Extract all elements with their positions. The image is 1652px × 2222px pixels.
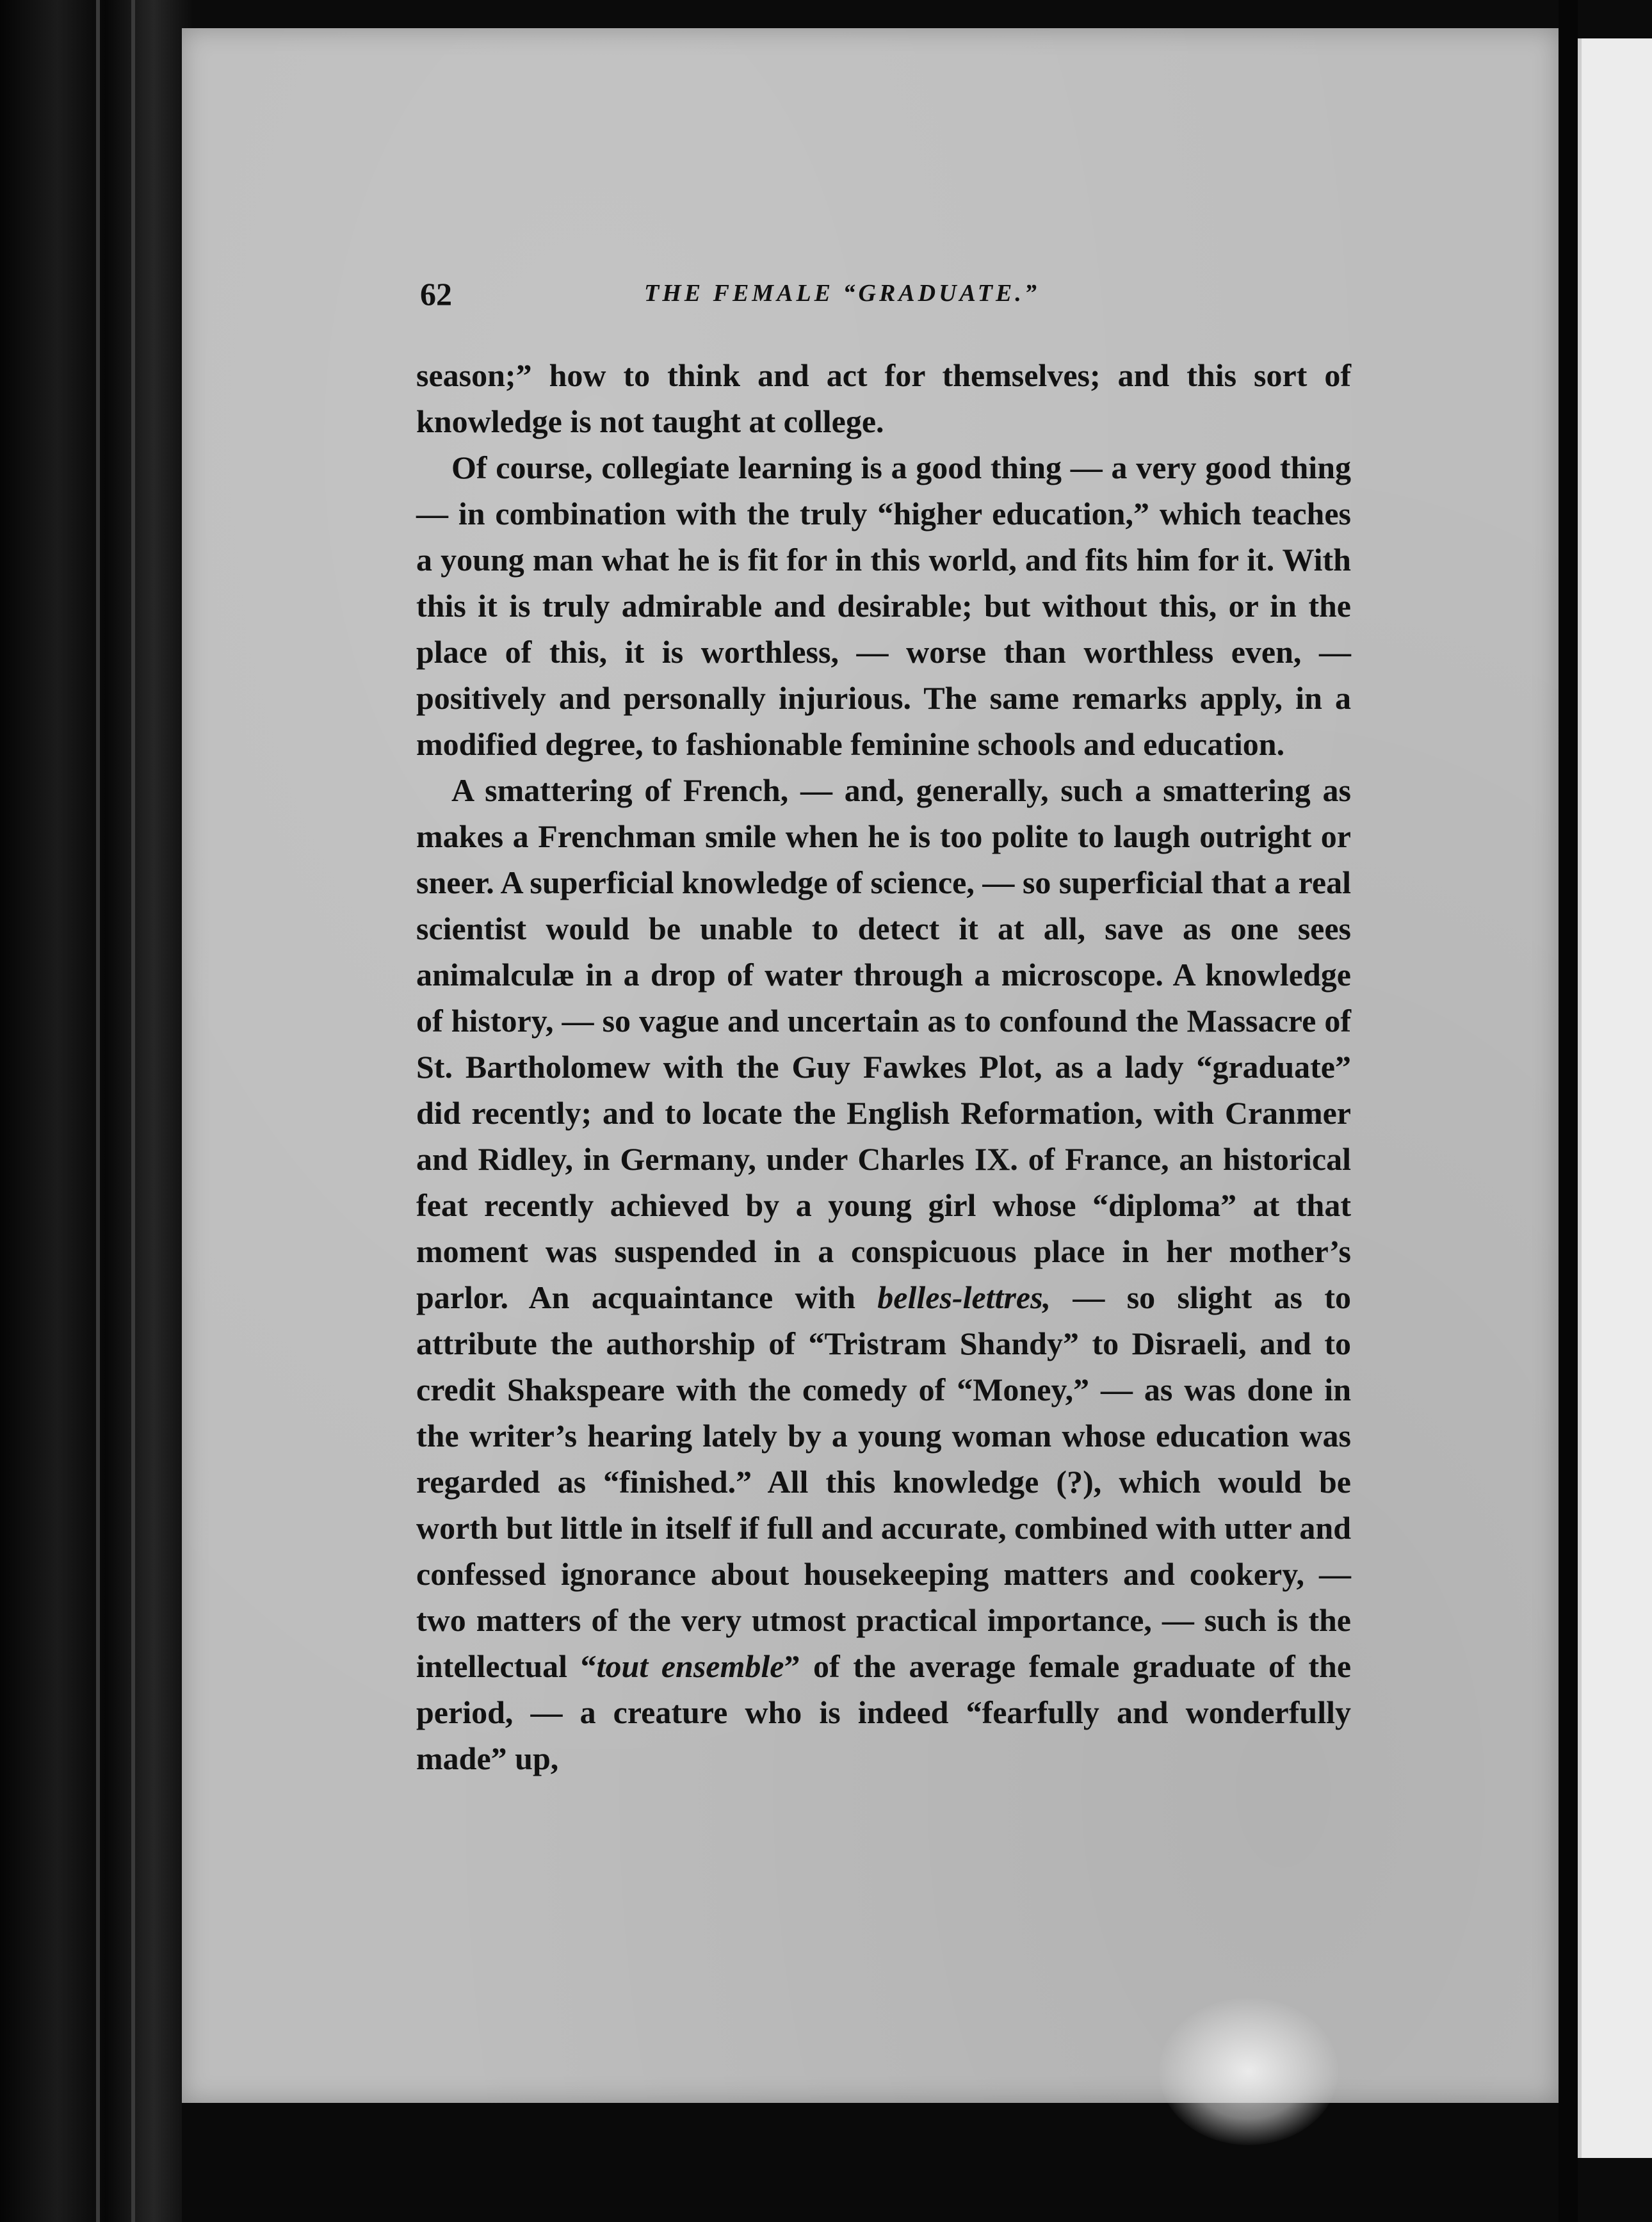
book-binding — [0, 0, 192, 2222]
scan-bottom-border — [182, 2103, 1559, 2222]
paragraph — [416, 444, 1351, 767]
page-header — [420, 275, 1355, 320]
running-head: THE FEMALE “GRADUATE.” — [644, 280, 1040, 307]
binding-edge-line — [96, 0, 100, 2222]
body-text — [416, 352, 1351, 1781]
text-segment: ” of the average female graduate of the period, — a creature who is indeed “fearfully and wonderfully made” up, — [416, 1648, 1352, 1776]
text-segment: A smattering of French, — and, generally, such a smattering as makes a Frenchman smile when he is too polite to laugh outright or sneer. A superficial knowledge of science, — so superficial that a real scientist would be unable to detect it at all, save as one sees animalculæ in a drop of water through a microscope. A knowledge of history, — so vague and uncertain as to confound the Massacre of St. Bartholomew with the Guy Fawkes Plot, as a lady “graduate” did recently; and to locate the English Reformation, with Cranmer and Ridley, in Germany, under Charles IX. of France, an historical feat recently achieved by a young girl whose “diploma” at that moment was suspended in a conspicuous place in her mother’s parlor. An acquaintance with — [416, 772, 1351, 1315]
italic-text-segment: tout ensemble — [596, 1648, 784, 1684]
italic-text-segment: belles-lettres, — [877, 1279, 1051, 1315]
paper-stain — [1159, 1998, 1338, 2145]
text-segment: — so slight as to attribute the authorship of “Tristram Shandy” to Disraeli, and to credit Shakspeare with the comedy of “Money,” — as was done in the writer’s hearing lately by a young woman whose education was regarded as “finished.” All this knowledge (?), which would be worth but little in itself if full and accurate, combined with utter and confessed ignorance about housekeeping matters and cookery, — two matters of the very utmost practical importance, — such is the intellectual “ — [416, 1279, 1351, 1684]
page-number: 62 — [420, 276, 452, 312]
page-gutter — [1559, 0, 1578, 2222]
paragraph — [416, 767, 1351, 1781]
adjacent-page-edge — [1578, 38, 1652, 2158]
binding-edge-line — [131, 0, 135, 2222]
paragraph — [416, 352, 1351, 444]
text-segment: Of course, collegiate learning is a good thing — a very good thing — in combination with the truly “higher education,” which teaches a young man what he is fit for in this world, and fits him for it. With this it is truly admirable and desirable; but without this, or in the place of this, it is worthless, — worse than worthless even, — positively and personally injurious. The same remarks apply, in a modified degree, to fashionable feminine schools and education. — [416, 450, 1351, 762]
text-segment: season;” how to think and act for themselves; and this sort of knowledge is not taught at college. — [416, 357, 1351, 439]
